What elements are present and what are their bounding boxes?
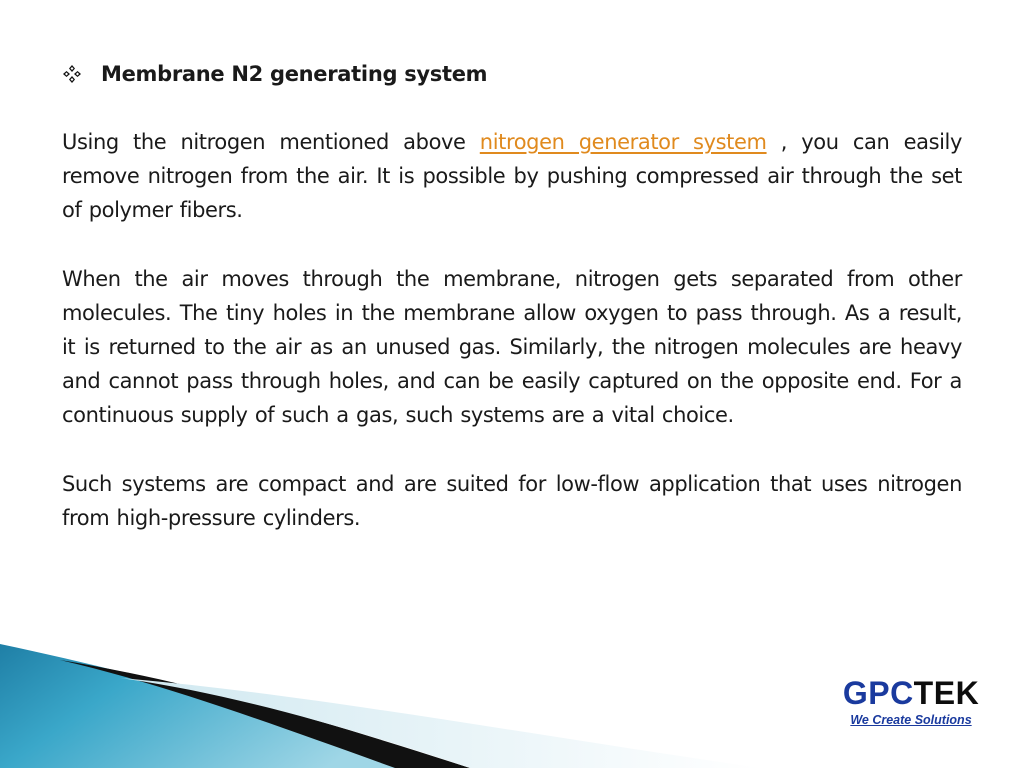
paragraph-3: Such systems are compact and are suited for low-flow application that uses nitrogen from high-pressure cylinders. (62, 472, 962, 530)
paragraph-1-text-end: , you can easily remove nitrogen from the air. It is possible by pushing compressed air through the set of polymer fibers. (62, 130, 963, 222)
company-logo (830, 676, 992, 727)
nitrogen-generator-link[interactable]: nitrogen generator system (479, 130, 767, 154)
four-diamond-bullet-icon (62, 64, 82, 84)
section-heading (62, 58, 962, 90)
heading-text: Membrane N2 generating system (101, 62, 488, 86)
logo-part-gpc: GPC (842, 675, 914, 711)
paragraph-2: When the air moves through the membrane, nitrogen gets separated from other molecules. The tiny holes in the membrane allow oxygen to pass through. As a result, it is returned to the air as an unused gas. Similarly, the nitrogen molecules are heavy and cannot pass through holes, and can be easily captured on the opposite end. For a continuous supply of such a gas, such systems are a vital choice. (62, 267, 962, 427)
logo-part-tek: TEK (913, 675, 980, 711)
logo-wordmark (830, 676, 992, 710)
body-text (62, 125, 962, 570)
paragraph-1 (62, 125, 962, 227)
logo-tagline: We Create Solutions (850, 713, 972, 727)
paragraph-1-text-start: Using the nitrogen mentioned above (62, 130, 480, 154)
